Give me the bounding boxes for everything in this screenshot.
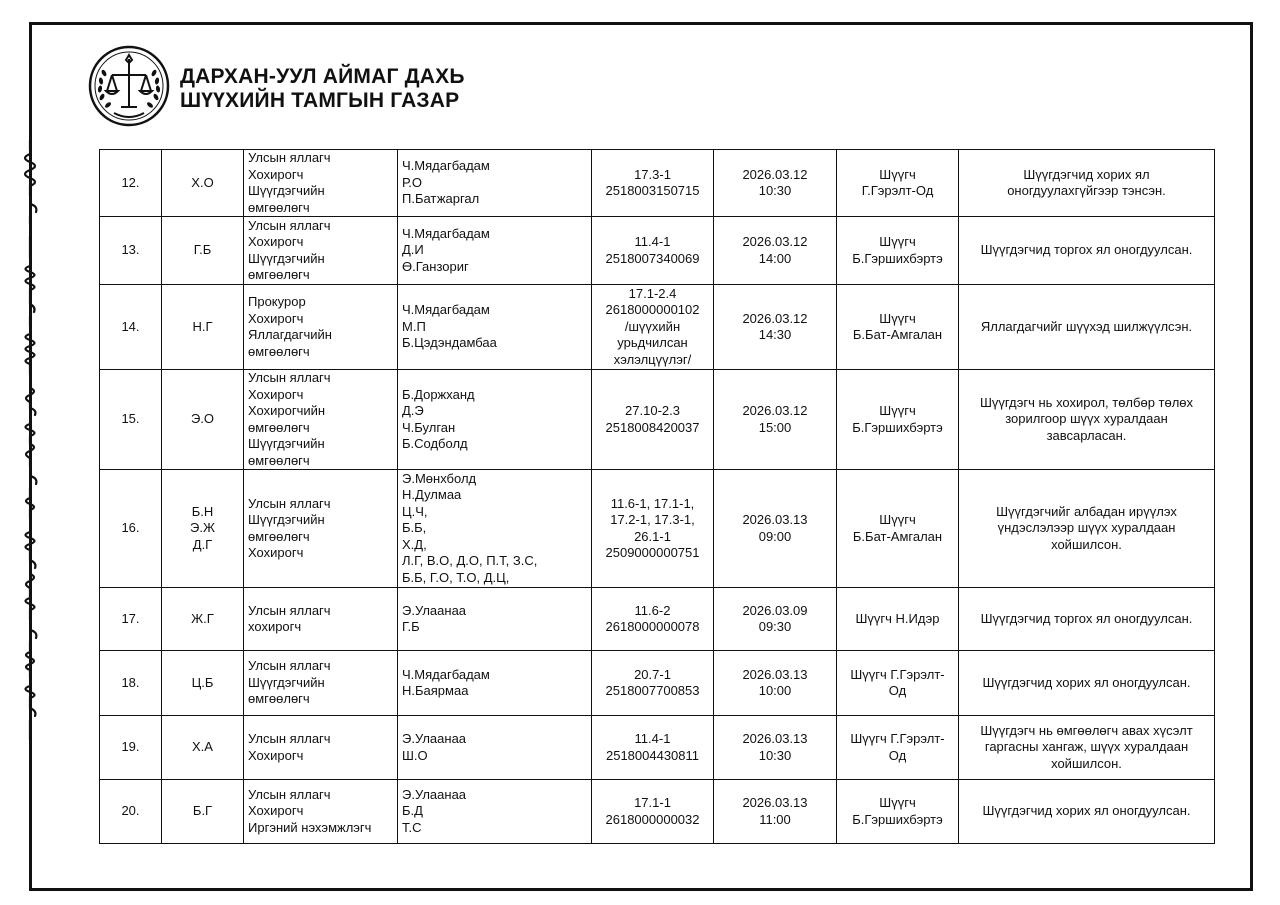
case-number-cell (100, 716, 162, 780)
case-code-cell (592, 217, 714, 285)
hearing-datetime-cell (714, 285, 837, 370)
case-number-cell (100, 470, 162, 588)
hearing-datetime-line: 2026.03.12 (742, 310, 808, 326)
case-number-cell (100, 150, 162, 217)
defendant-name-cell (162, 716, 244, 780)
defendant-name-line: Ц.Б (191, 674, 214, 690)
defendant-name-line: Э.О (190, 411, 215, 427)
judge-name-line: Б.Гэршихбэртэ (852, 250, 943, 266)
participant-roles-line: Прокурор (248, 294, 306, 309)
defendant-name-line: Х.О (191, 174, 214, 190)
case-code-line: 2518007700853 (605, 683, 700, 698)
judge-name-line: Шүүгч (879, 234, 916, 249)
hearing-datetime-cell (714, 651, 837, 716)
participant-roles-line: өмгөөлөгч (248, 343, 310, 359)
table-row (100, 651, 1215, 716)
participant-roles-cell (244, 285, 398, 370)
judge-name-line: Б.Гэршихбэртэ (852, 419, 943, 435)
participant-names-line: Р.О (402, 174, 422, 190)
participant-roles-line: Хохирогч (248, 166, 304, 182)
hearing-datetime-line: 15:00 (758, 419, 792, 435)
participant-roles-line: өмгөөлөгч (248, 199, 310, 215)
participant-roles-line: Хохирогчийн (248, 403, 326, 418)
case-code-line: 2618000000032 (605, 811, 700, 827)
defendant-name-line: Б.Н (191, 503, 214, 519)
case-code-line: 17.3-1 (634, 166, 671, 182)
participant-roles-line: Хохирогч (248, 803, 304, 819)
judge-name-line: Од (888, 683, 907, 698)
judge-name-line: Шүүгч Г.Гэрэлт- (850, 731, 945, 746)
participant-names-cell (398, 716, 592, 780)
participant-roles-line: Иргэний нэхэмжлэгч (248, 819, 372, 835)
participant-names-line: Э.Улаанаа (402, 731, 467, 746)
hearing-result-cell (959, 780, 1215, 844)
case-code-line: 2518003150715 (605, 183, 700, 198)
participant-names-line: Х.Д, (402, 536, 427, 552)
participant-names-line: Б.Цэдэндамбаа (402, 335, 497, 351)
hearing-result-line: зорилгоор шүүх хуралдаан (1005, 411, 1168, 427)
defendant-name-line: Х.А (192, 739, 213, 755)
case-code-line: 11.6-1, 17.1-1, (610, 495, 695, 511)
participant-roles-line: Хохирогч (248, 747, 304, 763)
defendant-name-cell (162, 217, 244, 285)
case-number-line: 15. (121, 411, 140, 427)
participant-names-cell (398, 285, 592, 370)
participant-roles-line: Улсын яллагч (248, 217, 331, 233)
judge-name-line: Шүүгч (879, 403, 916, 418)
hearing-result-line: Шүүгдэгч нь хохирол, төлбөр төлөх (979, 394, 1194, 410)
hearing-result-line: Шүүгдэгчид хорих ял оногдуулсан. (982, 803, 1191, 819)
hearing-result-line: завсарласан. (1046, 427, 1127, 443)
table-row (100, 588, 1215, 651)
judge-name-cell (837, 470, 959, 588)
hearing-result-cell (959, 150, 1215, 217)
hearing-result-line: оногдуулахгүйгээр тэнсэн. (1007, 183, 1166, 198)
judge-name-line: Шүүгч Г.Гэрэлт- (850, 666, 945, 682)
hearing-result-line: Шүүгдэгчийг албадан ирүүлэх (996, 503, 1177, 519)
participant-names-line: Э.Мөнхболд (402, 470, 477, 486)
hearing-result-cell (959, 588, 1215, 651)
participant-roles-line: Хохирогч (248, 310, 304, 326)
participant-roles-cell (244, 150, 398, 217)
hearing-result-line: Шүүгдэгч нь өмгөөлөгч авах хүсэлт (980, 722, 1193, 738)
hearing-datetime-cell (714, 716, 837, 780)
judge-name-cell (837, 716, 959, 780)
judge-name-line: Б.Бат-Амгалан (852, 528, 943, 544)
participant-roles-line: Улсын яллагч (248, 731, 331, 746)
participant-roles-line: Улсын яллагч (248, 150, 331, 165)
hearing-datetime-cell (714, 150, 837, 217)
judge-name-line: Б.Гэршихбэртэ (852, 811, 943, 827)
judge-name-line: Шүүгч (879, 512, 916, 527)
case-code-cell (592, 370, 714, 470)
participant-roles-cell (244, 780, 398, 844)
participant-roles-line: Хохирогч (248, 386, 304, 402)
participant-names-cell (398, 470, 592, 588)
hearing-datetime-line: 09:30 (758, 619, 792, 634)
defendant-name-cell (162, 651, 244, 716)
hearing-result-line: Шүүгдэгчид торгох ял оногдуулсан. (980, 242, 1193, 258)
table-row (100, 217, 1215, 285)
case-code-cell (592, 716, 714, 780)
table-row (100, 370, 1215, 470)
participant-roles-line: Улсын яллагч (248, 495, 331, 511)
participant-roles-line: өмгөөлөгч (248, 528, 310, 544)
participant-names-line: Т.С (402, 819, 422, 835)
participant-names-line: Б.Доржханд (402, 386, 475, 402)
hearing-datetime-line: 2026.03.13 (742, 731, 808, 746)
participant-names-line: Л.Г, В.О, Д.О, П.Т, З.С, (402, 553, 538, 569)
hearing-datetime-line: 2026.03.13 (742, 666, 808, 682)
hearing-datetime-line: 2026.03.13 (742, 512, 808, 527)
defendant-name-line: Ж.Г (191, 610, 214, 626)
participant-names-line: М.П (402, 318, 426, 334)
case-code-line: 11.4-1 (634, 234, 671, 249)
hearing-datetime-cell (714, 780, 837, 844)
participant-roles-line: Улсын яллагч (248, 658, 331, 674)
hearing-datetime-line: 09:00 (758, 528, 792, 544)
participant-names-line: Ч.Мядагбадам (402, 225, 490, 241)
case-number-cell (100, 370, 162, 470)
participant-names-cell (398, 217, 592, 285)
judge-name-cell (837, 780, 959, 844)
participant-roles-line: Шүүгдэгчийн (248, 250, 325, 266)
hearing-result-cell (959, 370, 1215, 470)
case-number-cell (100, 217, 162, 285)
hearing-result-line: хойшилсон. (1051, 536, 1122, 552)
hearing-datetime-line: 2026.03.12 (742, 166, 808, 182)
participant-names-line: Ч.Булган (402, 419, 456, 435)
hearing-result-line: Яллагдагчийг шүүхэд шилжүүлсэн. (980, 318, 1193, 334)
participant-names-line: Ч.Мядагбадам (402, 666, 490, 682)
org-line-2: ШҮҮХИЙН ТАМГЫН ГАЗАР (180, 89, 460, 112)
participant-names-line: Ө.Ганзориг (402, 258, 469, 274)
case-code-line: урьдчилсан (617, 335, 688, 351)
participant-roles-line: өмгөөлөгч (248, 691, 310, 707)
participant-names-line: Д.И (402, 242, 424, 258)
hearing-result-line: хойшилсон. (1051, 755, 1122, 771)
judge-name-cell (837, 150, 959, 217)
participant-roles-line: Улсын яллагч (248, 370, 331, 385)
case-code-line: 2518008420037 (605, 419, 700, 435)
participant-names-line: Г.Б (402, 619, 420, 634)
defendant-name-line: Н.Г (192, 318, 213, 334)
judge-name-cell (837, 588, 959, 651)
participant-names-line: Д.Э (402, 403, 424, 418)
participant-roles-line: өмгөөлөгч (248, 452, 310, 468)
court-schedule-table (99, 149, 1215, 844)
case-code-line: 2518004430811 (605, 747, 700, 763)
participant-roles-line: Шүүгдэгчийн (248, 183, 325, 198)
organization-name (180, 65, 465, 113)
judge-name-cell (837, 651, 959, 716)
hearing-datetime-line: 2026.03.13 (742, 795, 808, 810)
participant-names-line: Б.Б, Г.О, Т.О, Д.Ц, (402, 569, 510, 585)
case-code-line: 17.2-1, 17.3-1, (610, 512, 695, 527)
participant-roles-cell (244, 470, 398, 588)
hearing-datetime-line: 14:30 (758, 327, 792, 342)
hearing-datetime-line: 14:00 (758, 250, 792, 266)
participant-names-line: Ш.О (402, 747, 428, 763)
case-code-line: хэлэлцүүлэг/ (613, 351, 692, 367)
case-code-line: 2618000000102 (605, 302, 700, 318)
case-code-line: 26.1-1 (634, 528, 671, 544)
hearing-datetime-line: 10:00 (758, 683, 792, 698)
hearing-datetime-cell (714, 217, 837, 285)
case-code-line: 2509000000751 (605, 545, 700, 560)
participant-names-line: Б.Содболд (402, 436, 468, 451)
vertical-script-decoration (8, 140, 52, 740)
participant-roles-line: Яллагдагчийн (248, 327, 332, 342)
participant-roles-line: өмгөөлөгч (248, 267, 310, 282)
participant-names-line: Э.Улаанаа (402, 786, 467, 802)
hearing-result-line: үндэслэлээр шүүх хуралдаан (997, 520, 1176, 536)
table-row (100, 780, 1215, 844)
participant-names-line: Б.Д (402, 803, 423, 819)
case-number-line: 12. (121, 174, 140, 190)
case-number-cell (100, 780, 162, 844)
participant-roles-line: хохирогч (248, 619, 302, 634)
judge-name-line: Шүүгч (879, 310, 916, 326)
participant-names-cell (398, 150, 592, 217)
case-number-line: 17. (121, 610, 140, 626)
table-row (100, 716, 1215, 780)
hearing-datetime-line: 11:00 (759, 811, 791, 827)
judge-name-line: Од (888, 747, 907, 763)
defendant-name-cell (162, 470, 244, 588)
defendant-name-cell (162, 285, 244, 370)
org-line-1: ДАРХАН-УУЛ АЙМАГ ДАХЬ (180, 65, 465, 88)
case-code-line: 2518007340069 (605, 250, 700, 266)
participant-names-line: Ц.Ч, (402, 503, 428, 519)
hearing-datetime-cell (714, 588, 837, 651)
defendant-name-cell (162, 370, 244, 470)
table-row (100, 285, 1215, 370)
case-number-line: 20. (121, 803, 140, 819)
participant-names-cell (398, 370, 592, 470)
hearing-datetime-line: 2026.03.09 (742, 602, 808, 618)
table-row (100, 150, 1215, 217)
case-code-line: /шүүхийн (624, 318, 681, 334)
judge-name-cell (837, 370, 959, 470)
participant-roles-line: Шүүгдэгчийн (248, 674, 325, 690)
defendant-name-line: Г.Б (193, 242, 212, 258)
case-code-cell (592, 780, 714, 844)
case-code-line: 27.10-2.3 (625, 403, 680, 418)
defendant-name-cell (162, 150, 244, 217)
hearing-result-cell (959, 716, 1215, 780)
case-code-cell (592, 470, 714, 588)
judge-name-line: Шүүгч Н.Идэр (855, 610, 940, 626)
participant-names-line: П.Батжаргал (402, 191, 480, 207)
participant-names-line: Ч.Мядагбадам (402, 158, 490, 174)
participant-roles-cell (244, 370, 398, 470)
participant-roles-cell (244, 651, 398, 716)
participant-roles-cell (244, 217, 398, 285)
participant-roles-line: Улсын яллагч (248, 602, 331, 618)
case-code-cell (592, 588, 714, 651)
participant-names-cell (398, 780, 592, 844)
case-number-line: 14. (121, 318, 140, 334)
participant-names-cell (398, 651, 592, 716)
participant-roles-line: Хохирогч (248, 545, 304, 560)
table-row (100, 470, 1215, 588)
participant-names-line: Б.Б, (402, 520, 427, 536)
case-code-cell (592, 285, 714, 370)
defendant-name-cell (162, 780, 244, 844)
defendant-name-line: Д.Г (192, 536, 213, 552)
participant-names-cell (398, 588, 592, 651)
defendant-name-cell (162, 588, 244, 651)
participant-roles-cell (244, 588, 398, 651)
case-code-line: 11.6-2 (634, 602, 671, 618)
participant-roles-line: өмгөөлөгч (248, 419, 310, 435)
judge-name-line: Шүүгч (879, 795, 916, 810)
hearing-result-line: Шүүгдэгчид хорих ял (1023, 166, 1150, 182)
hearing-datetime-line: 2026.03.12 (742, 403, 808, 418)
hearing-result-cell (959, 285, 1215, 370)
hearing-result-cell (959, 470, 1215, 588)
hearing-result-cell (959, 651, 1215, 716)
defendant-name-line: Э.Ж (190, 520, 215, 536)
case-code-line: 17.1-2.4 (628, 285, 677, 301)
judge-name-cell (837, 217, 959, 285)
judge-name-cell (837, 285, 959, 370)
hearing-result-line: гаргасны хангаж, шүүх хуралдаан (984, 739, 1189, 755)
case-number-line: 16. (121, 520, 140, 536)
case-code-cell (592, 150, 714, 217)
case-number-line: 18. (121, 674, 140, 690)
participant-names-line: Н.Баярмаа (402, 683, 469, 698)
participant-roles-line: Шүүгдэгчийн (248, 436, 325, 451)
case-code-line: 17.1-1 (634, 795, 671, 810)
case-code-line: 2618000000078 (605, 619, 700, 634)
participant-names-line: Э.Улаанаа (402, 602, 467, 618)
case-number-cell (100, 651, 162, 716)
case-number-cell (100, 588, 162, 651)
case-number-line: 13. (121, 242, 140, 258)
judge-name-line: Г.Гэрэлт-Од (861, 183, 934, 198)
hearing-result-line: Шүүгдэгчид хорих ял оногдуулсан. (982, 674, 1191, 690)
hearing-datetime-line: 2026.03.12 (742, 234, 808, 249)
participant-roles-line: Улсын яллагч (248, 786, 331, 802)
defendant-name-line: Б.Г (192, 803, 213, 819)
hearing-result-cell (959, 217, 1215, 285)
case-code-line: 20.7-1 (634, 666, 671, 682)
participant-roles-cell (244, 716, 398, 780)
judge-name-line: Шүүгч (879, 166, 916, 182)
hearing-datetime-cell (714, 370, 837, 470)
court-emblem-icon (88, 45, 170, 127)
participant-names-line: Н.Дулмаа (402, 487, 462, 503)
participant-roles-line: Шүүгдэгчийн (248, 512, 325, 527)
hearing-datetime-line: 10:30 (758, 747, 792, 763)
hearing-result-line: Шүүгдэгчид торгох ял оногдуулсан. (980, 610, 1193, 626)
case-number-line: 19. (121, 739, 140, 755)
participant-roles-line: Хохирогч (248, 234, 304, 249)
case-code-cell (592, 651, 714, 716)
case-code-line: 11.4-1 (634, 731, 671, 746)
hearing-datetime-cell (714, 470, 837, 588)
case-number-cell (100, 285, 162, 370)
hearing-datetime-line: 10:30 (758, 183, 792, 198)
judge-name-line: Б.Бат-Амгалан (852, 327, 943, 342)
participant-names-line: Ч.Мядагбадам (402, 302, 490, 318)
